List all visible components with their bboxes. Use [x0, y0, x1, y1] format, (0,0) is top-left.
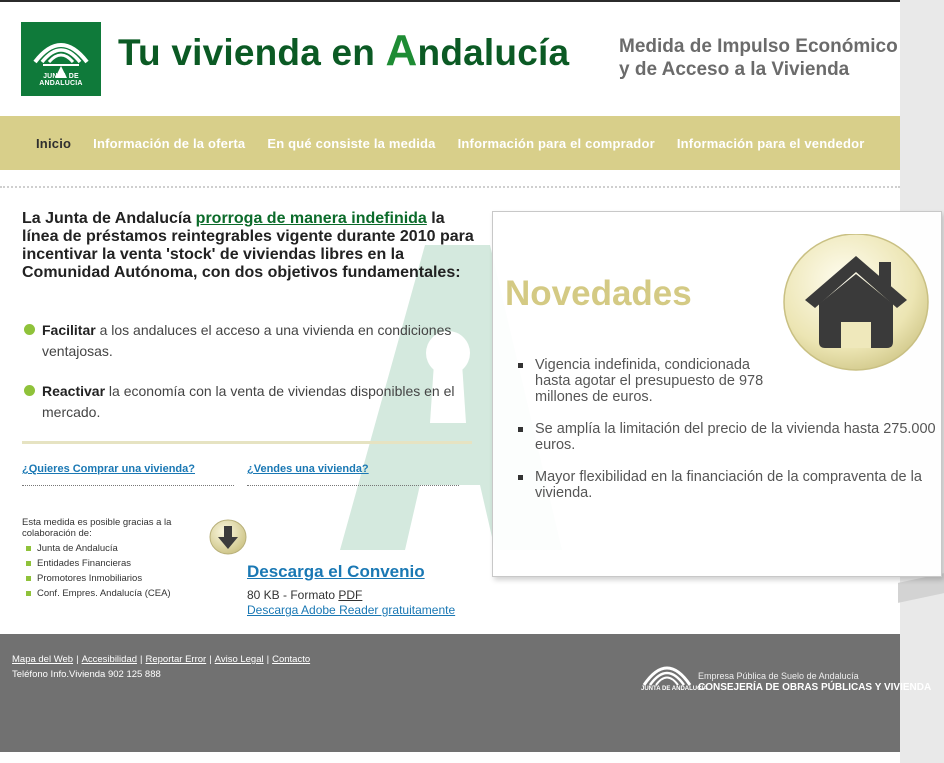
objective-item: [24, 320, 474, 362]
footer-link-reportar[interactable]: Reportar Error: [145, 654, 207, 665]
home-icon: [783, 234, 933, 374]
download-arrow-icon[interactable]: [209, 519, 247, 555]
colaboracion-list: [26, 543, 171, 603]
footer-phone: Teléfono Info.Vivienda 902 125 888: [12, 669, 161, 680]
green-dot-icon: [24, 324, 35, 335]
nav-item-vendedor[interactable]: Información para el vendedor: [676, 135, 865, 151]
novedad-item: Mayor flexibilidad en la financiación de la compraventa de la vivienda.: [518, 469, 938, 501]
colaboracion-item: Entidades Financieras: [26, 558, 171, 573]
green-dot-icon: [24, 385, 35, 396]
novedades-list: [518, 357, 938, 517]
footer-logo-text: JUNTA DE ANDALUCIA: [641, 686, 708, 692]
novedades-panel: [492, 211, 942, 577]
colaboracion-item: Promotores Inmobiliarios: [26, 573, 171, 588]
footer-link-mapa[interactable]: Mapa del Web: [12, 654, 74, 665]
colaboracion-intro: Esta medida es posible gracias a la colaboración de:: [22, 517, 172, 539]
pdf-format-label: PDF: [338, 588, 363, 602]
footer-consejeria: CONSEJERÍA DE OBRAS PÚBLICAS Y VIVIENDA: [698, 682, 932, 693]
colaboracion-item: Junta de Andalucía: [26, 543, 171, 558]
section-divider: [22, 441, 472, 444]
footer-empresa: Empresa Pública de Suelo de Andalucía: [698, 671, 859, 681]
nav-item-en-que-consiste[interactable]: En qué consiste la medida: [267, 135, 436, 151]
nav-list: [0, 116, 865, 170]
site-title-a: A: [385, 26, 418, 75]
colaboracion-item: Conf. Empres. Andalucía (CEA): [26, 588, 171, 603]
intro-text: [22, 210, 477, 282]
junta-logo[interactable]: [21, 22, 101, 96]
tagline-line2: y de Acceso a la Vivienda: [619, 59, 850, 80]
site-title-pre: Tu vivienda en: [118, 32, 386, 73]
intro-part1: La Junta de Andalucía: [22, 210, 196, 227]
vendes-vivienda-link[interactable]: ¿Vendes una vivienda?: [247, 463, 369, 475]
footer-links: Mapa del Web | Accesibilidad | Reportar Error | Aviso Legal | Contacto: [12, 654, 311, 665]
objective-item: [24, 381, 474, 423]
objective-bold: Reactivar: [42, 383, 106, 399]
download-size: [247, 588, 362, 602]
tagline: [619, 35, 899, 81]
main-nav: [0, 116, 900, 170]
dotted-divider: [0, 186, 900, 188]
objective-rest: a los andaluces el acceso a una vivienda en condiciones ventajosas.: [42, 322, 452, 359]
novedad-item: Se amplía la limitación del precio de la vivienda hasta 275.000 euros.: [518, 421, 938, 453]
novedad-item: Vigencia indefinida, condicionada hasta agotar el presupuesto de 978 millones de euros.: [518, 357, 788, 405]
descarga-convenio-link[interactable]: Descarga el Convenio: [247, 562, 425, 581]
download-size-text: 80 KB - Formato: [247, 588, 339, 602]
footer: [0, 634, 932, 752]
junta-logo-text: JUNTA DE ANDALUCIA: [39, 73, 83, 87]
novedades-title: Novedades: [505, 274, 692, 313]
dotted-underline: [247, 485, 459, 486]
comprar-vivienda-link[interactable]: ¿Quieres Comprar una vivienda?: [22, 463, 195, 475]
intro-part2: la línea de préstamos reintegrables vigente durante 2010 para incentivar la venta 'stock' de viviendas libres en la Comunidad Autónoma, con dos objetivos fundamentales:: [22, 210, 474, 281]
footer-link-contacto[interactable]: Contacto: [272, 654, 311, 665]
objective-bold: Facilitar: [42, 322, 96, 338]
prorroga-link[interactable]: prorroga de manera indefinida: [195, 210, 427, 227]
dotted-underline: [22, 485, 234, 486]
site-title-post: ndalucía: [417, 32, 570, 73]
footer-link-accesibilidad[interactable]: Accesibilidad: [81, 654, 138, 665]
objective-rest: la economía con la venta de viviendas disponibles en el mercado.: [42, 383, 455, 420]
nav-item-inicio[interactable]: Inicio: [36, 135, 72, 151]
tagline-line1: Medida de Impulso Económico: [619, 36, 898, 57]
header: [0, 2, 900, 116]
adobe-reader-link[interactable]: Descarga Adobe Reader gratuitamente: [247, 603, 456, 617]
nav-item-comprador[interactable]: Información para el comprador: [457, 135, 655, 151]
objective-text: [42, 381, 474, 423]
site-title[interactable]: [118, 26, 569, 76]
nav-item-informacion-oferta[interactable]: Información de la oferta: [93, 135, 246, 151]
objective-text: [42, 320, 474, 362]
footer-link-aviso[interactable]: Aviso Legal: [214, 654, 264, 665]
